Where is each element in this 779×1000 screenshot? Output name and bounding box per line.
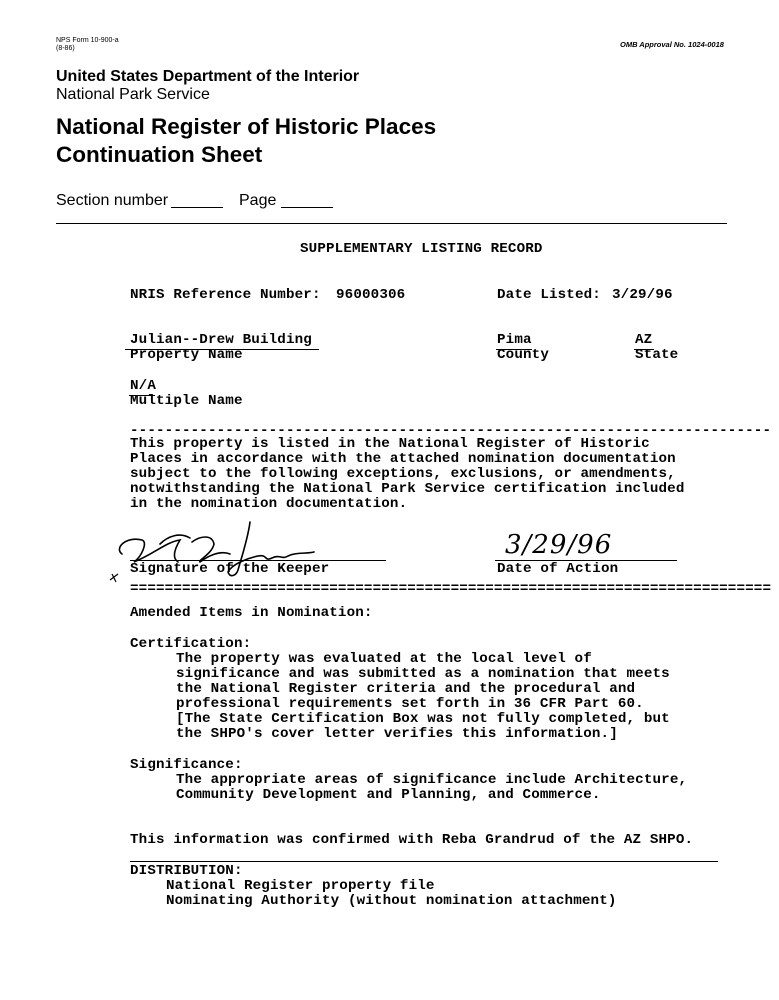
county-label: County [497,347,549,363]
listing-statement-5: in the nomination documentation. [130,496,408,512]
state-label: State [635,347,679,363]
distribution-item: National Register property file [166,878,435,894]
county-value: Pima [497,332,532,348]
distribution-divider [130,861,718,862]
property-name-label: Property Name [130,347,243,363]
multiple-name-value: N/A [130,378,156,394]
certification-line-1: The property was evaluated at the local level of [176,651,592,667]
significance-line-2: Community Development and Planning, and Commerce. [176,787,601,803]
nris-label: NRIS Reference Number: [130,287,321,303]
amended-items-heading: Amended Items in Nomination: [130,605,373,621]
multiple-name-label: Multiple Name [130,393,243,409]
handwritten-action-date: 3/29/96 [505,530,613,560]
listing-statement-3: subject to the following exceptions, exclusions, or amendments, [130,466,676,482]
record-heading: SUPPLEMENTARY LISTING RECORD [300,241,543,257]
certification-line-3: the National Register criteria and the procedural and [176,681,636,697]
significance-label: Significance: [130,757,243,773]
property-name: Julian--Drew Building [130,332,312,348]
significance-line-1: The appropriate areas of significance include Architecture, [176,772,688,788]
certification-line-4: professional requirements set forth in 36 CFR Part 60. [176,696,644,712]
listing-statement-2: Places in accordance with the attached nomination documentation [130,451,676,467]
document-subtitle: Continuation Sheet [56,142,263,167]
page-label: Page [239,192,277,209]
certification-line-5: [The State Certification Box was not fully completed, but [176,711,670,727]
date-listed-value: 3/29/96 [612,287,673,303]
confirmation-statement: This information was confirmed with Reba Grandrud of the AZ SHPO. [130,832,694,848]
date-of-action-label: Date of Action [497,561,619,577]
listing-statement-4: notwithstanding the National Park Service certification included [130,481,685,497]
nris-value: 96000306 [336,287,406,303]
document-title: National Register of Historic Places [56,114,437,139]
date-listed-label: Date Listed: [497,287,601,303]
omb-approval-number: OMB Approval No. 1024-0018 [620,40,724,49]
distribution-item: Nominating Authority (without nomination attachment) [166,893,617,909]
form-number: NPS Form 10-900-a [56,37,119,44]
section-number-label: Section number [56,192,169,209]
page-number-blank [281,207,333,208]
listing-statement-1: This property is listed in the National Register of Historic [130,436,650,452]
department-name: United States Department of the Interior [56,68,360,85]
dashed-separator: -------------------------------------------------------------------------- [130,423,772,439]
state-value: AZ [635,332,653,348]
distribution-label: DISTRIBUTION: [130,863,243,879]
service-name: National Park Service [56,86,210,103]
certification-line-2: significance and was submitted as a nomination that meets [176,666,670,682]
certification-label: Certification: [130,636,252,652]
certification-line-6: the SHPO's cover letter verifies this information.] [176,726,618,742]
signature-label: Signature of the Keeper [130,561,330,577]
section-number-blank [171,207,223,208]
header-divider [56,223,727,224]
form-date: (8-86) [56,45,75,52]
double-separator: ========================================================================== [130,581,772,597]
